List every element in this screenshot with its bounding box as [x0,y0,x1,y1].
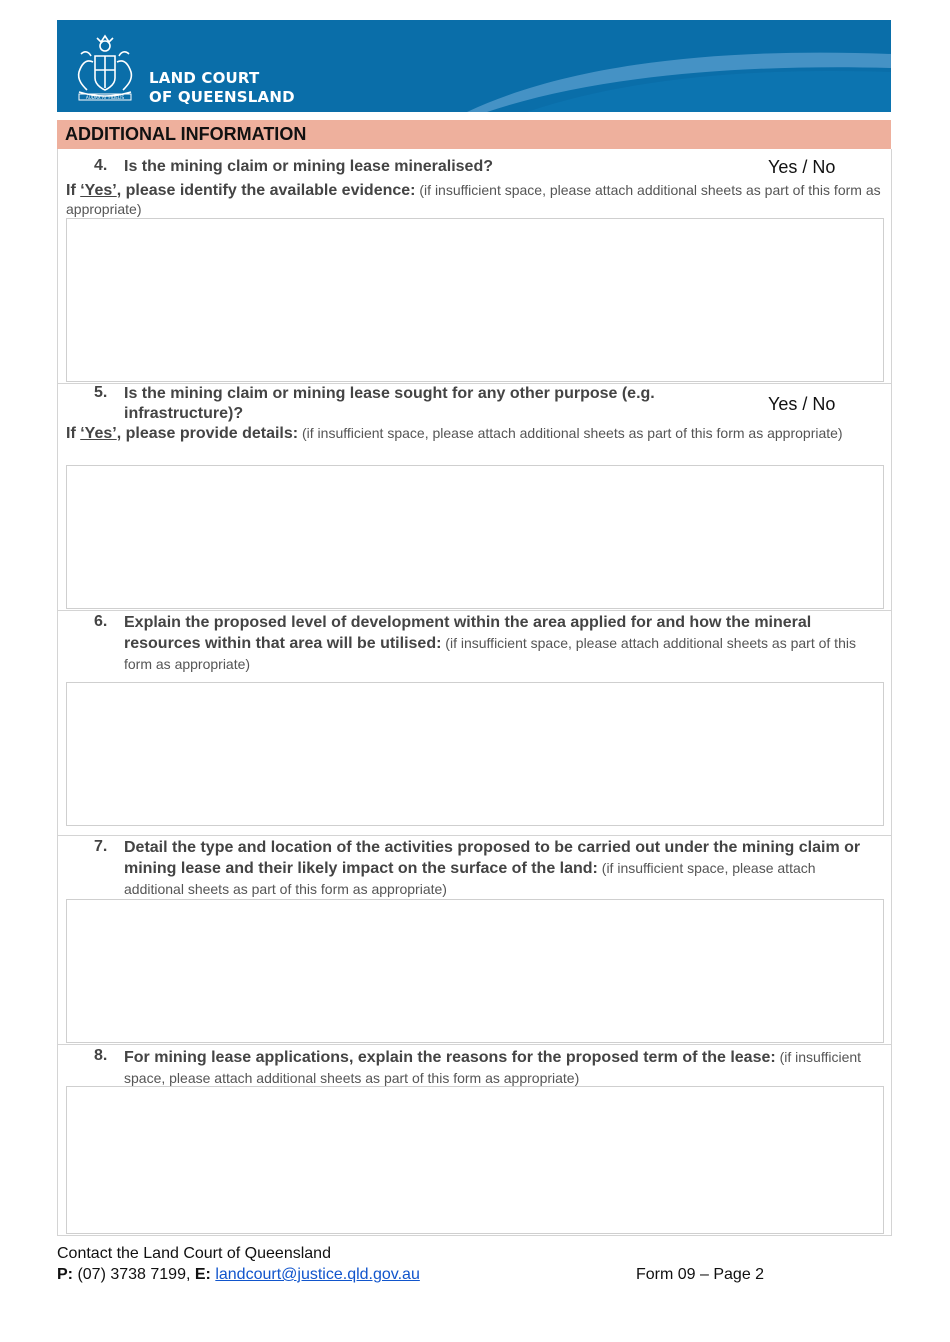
q5-details-field[interactable] [66,465,884,609]
q7-activities-field[interactable] [66,899,884,1043]
question-number: 4. [94,157,108,174]
svg-text:AUDAX AT FIDELIS: AUDAX AT FIDELIS [85,95,125,100]
question-number: 6. [94,613,108,630]
page-number: Form 09 – Page 2 [636,1266,765,1283]
footer-contact-details: P: (07) 3738 7199, E: landcourt@justice.qld.gov.au [57,1266,420,1283]
separator [57,1044,891,1045]
q5-yes-no-option[interactable]: Yes / No [768,394,836,414]
footer-contact: Contact the Land Court of Queensland [57,1245,331,1262]
q4-if-yes-label: If ‘Yes’, please identify the available evidence: (if insufficient space, please attach additional sheets as part of this form as appropriate) [66,182,881,217]
section-header [57,120,891,149]
q8-term-field[interactable] [66,1086,884,1234]
question-number: 8. [94,1047,108,1064]
question-number: 5. [94,384,108,401]
q5-if-yes-label: If ‘Yes’, please provide details: (if insufficient space, please attach additional sheets as part of this form as appropriate) [66,425,843,442]
separator [57,610,891,611]
question-number: 7. [94,838,108,855]
court-name-line2: OF QUEENSLAND [149,88,295,106]
q4-yes-no-option[interactable]: Yes / No [768,157,836,177]
question-6-text: Explain the proposed level of development within the area applied for and how the mineral resources within that area will be utilised: (if insufficient space, please attach additional sheets as part of this form as appropriate) [124,614,856,672]
section-title: ADDITIONAL INFORMATION [65,124,307,144]
question-4-text: Is the mining claim or mining lease mineralised? [124,158,493,175]
header-banner [57,20,891,112]
question-5-text: Is the mining claim or mining lease sought for any other purpose (e.g. infrastructure)? [124,385,655,422]
q4-evidence-field[interactable] [66,218,884,382]
court-name [149,69,295,107]
court-name-line1: LAND COURT [149,69,260,87]
question-8-text: For mining lease applications, explain the reasons for the proposed term of the lease: (if insufficient space, please attach additional sheets as part of this form as appropriate) [124,1049,862,1086]
question-7-text: Detail the type and location of the activities proposed to be carried out under the mining claim or mining lease and their likely impact on the surface of the land: (if insufficient space, please attach additional sheets as part of this form as appropriate) [124,839,861,897]
q6-development-field[interactable] [66,682,884,826]
queensland-crest-logo [69,26,141,108]
email-link[interactable]: landcourt@justice.qld.gov.au [215,1266,420,1283]
separator [57,835,891,836]
